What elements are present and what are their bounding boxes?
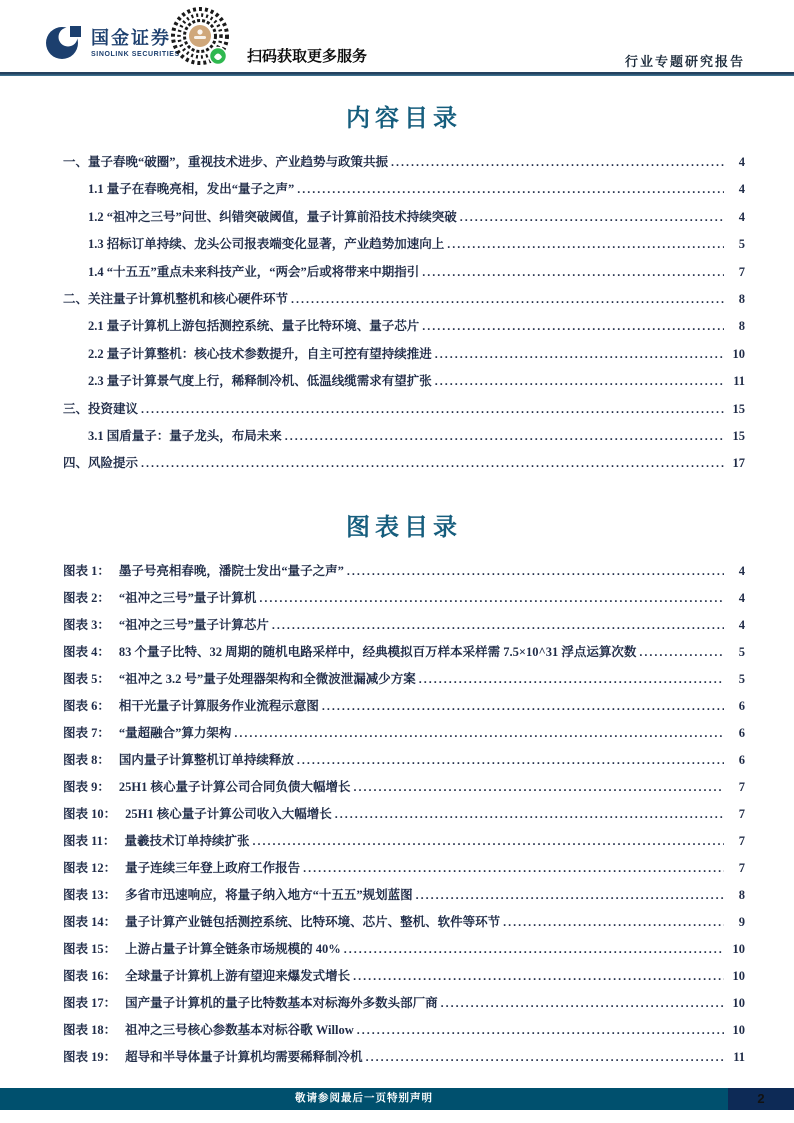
qr-code [169,5,235,71]
toc-entry-text: 1.1 量子在春晚亮相，发出“量子之声” [88,182,295,197]
dot-leader [141,456,724,471]
figure-entry-page: 11 [733,1049,745,1064]
dot-leader [503,915,724,930]
figure-entry-page: 10 [732,968,745,983]
toc-entry-text: 四、风险提示 [63,456,139,471]
toc-entry-page: 4 [738,209,745,224]
figures-list [63,561,745,1074]
figure-entry-page: 8 [738,887,745,902]
dot-leader [335,807,724,822]
figure-entry [63,831,745,858]
toc-entry-page: 4 [738,182,745,197]
report-type-label: 行业专题研究报告 [624,54,745,69]
dot-leader [441,996,724,1011]
figure-entry-page: 5 [738,671,745,686]
figure-entry-text: 多省市迅速响应，将量子纳入地方“十五五”规划蓝图 [125,887,413,902]
figure-entry-page: 7 [738,833,745,848]
toc-entry-text: 三、投资建议 [63,401,139,416]
dot-leader [354,780,725,795]
figure-entry-label: 图表 12： [63,860,117,875]
toc-entry [63,426,745,453]
figure-entry-text: 墨子号亮相春晚，潘院士发出“量子之声” [118,563,344,578]
dot-leader [259,591,724,606]
figure-entry [63,615,745,642]
dot-leader [303,861,724,876]
figure-entry [63,804,745,831]
figure-entry-label: 图表 14： [63,914,117,929]
dot-leader [460,210,724,225]
dot-leader [297,753,724,768]
figure-entry-text: 上游占量子计算全链条市场规模的 40% [125,941,341,956]
toc-entry-page: 5 [738,237,745,252]
figure-entry-label: 图表 2： [63,590,110,605]
figure-entry-label: 图表 8： [63,752,110,767]
figure-entry-label: 图表 1： [63,563,110,578]
dot-leader [435,347,724,362]
figure-entry-page: 7 [738,860,745,875]
figure-entry-label: 图表 16： [63,968,117,983]
figure-entry-text: “祖冲之 3.2 号”量子处理器架构和全微波泄漏减少方案 [118,671,416,686]
toc-entry-text: 一、量子春晚“破圈”，重视技术进步、产业趋势与政策共振 [63,155,389,169]
figure-entry-page: 6 [738,725,745,740]
figure-entry-page: 10 [732,995,745,1010]
figure-entry-page: 5 [738,644,745,659]
figure-entry-label: 图表 7： [63,725,110,740]
figure-entry-label: 图表 13： [63,887,117,902]
figure-entry-label: 图表 10： [63,806,117,821]
toc-entry [63,316,745,343]
figure-entry-text: 量子连续三年登上政府工作报告 [125,860,301,875]
toc-entry [63,289,745,316]
figure-entry-page: 6 [738,752,745,767]
toc-entry-page: 8 [738,319,745,334]
page-number: 2 [728,1088,794,1110]
wechat-icon [210,48,227,65]
dot-leader [322,699,724,714]
dot-leader [639,645,724,660]
figure-entry-label: 图表 17： [63,995,117,1010]
figure-entry-page: 4 [738,590,745,605]
dot-leader [297,182,724,197]
figure-entry [63,588,745,615]
figure-entry-label: 图表 4： [63,644,110,659]
toc-entry-page: 7 [738,264,745,279]
dot-leader [344,942,724,957]
toc-entry-text: 1.3 招标订单持续、龙头公司报表端变化显著，产业趋势加速向上 [88,237,445,252]
toc-title: 内容目录 [346,106,462,132]
figure-entry-text: 全球量子计算机上游有望迎来爆发式增长 [125,968,351,983]
brand-name-cn: 国金证券 [91,28,171,48]
figure-entry [63,966,745,993]
dot-leader [416,888,724,903]
toc-entry [63,179,745,206]
figure-entry [63,885,745,912]
figure-entry-page: 10 [732,1022,745,1037]
figure-entry-text: 祖冲之三号核心参数基本对标谷歌 Willow [125,1022,354,1037]
dot-leader [353,969,724,984]
footer-disclaimer: 敬请参阅最后一页特别声明 [295,1093,433,1104]
dot-leader [422,265,724,280]
toc-entry [63,344,745,371]
toc-entry-text: 二、关注量子计算机整机和核心硬件环节 [63,291,289,306]
figure-entry [63,858,745,885]
toc-entry-text: 3.1 国盾量子：量子龙头，布局未来 [88,428,282,443]
figure-entry-text: “量超融合”算力架构 [118,725,232,740]
toc-list [63,152,745,481]
figure-entry-text: 25H1 核心量子计算公司合同负债大幅增长 [118,779,351,794]
brand-text [91,24,180,58]
dot-leader [272,618,724,633]
figure-entry-label: 图表 9： [63,779,110,794]
figure-entry-page: 4 [738,617,745,632]
sinolink-logo-icon [44,21,84,61]
toc-entry-text: 1.2 “祖冲之三号”问世、纠错突破阈值，量子计算前沿技术持续突破 [88,209,457,224]
figure-entry [63,642,745,669]
toc-entry-text: 1.4 “十五五”重点未来科技产业，“两会”后或将带来中期指引 [88,264,420,279]
toc-entry [63,262,745,289]
toc-entry-page: 8 [738,291,745,306]
dot-leader [285,429,724,444]
figure-entry-page: 7 [738,806,745,821]
figure-entry-label: 图表 15： [63,941,117,956]
figure-entry-page: 9 [738,914,745,929]
toc-entry [63,399,745,426]
toc-entry-page: 15 [732,428,745,443]
figures-title: 图表目录 [346,514,462,541]
brand-block [44,21,180,61]
brand-name-en: SINOLINK SECURITIES [91,51,180,58]
dot-leader [252,834,724,849]
dot-leader [291,292,724,307]
dot-leader [391,155,724,170]
toc-entry-text: 2.3 量子计算景气度上行，稀释制冷机、低温线缆需求有望扩张 [88,374,432,389]
figure-entry-text: 量子计算产业链包括测控系统、比特环境、芯片、整机、软件等环节 [125,914,501,929]
figure-entry [63,912,745,939]
dot-leader [422,319,724,334]
dot-leader [366,1050,724,1065]
dot-leader [357,1023,724,1038]
figure-entry-label: 图表 6： [63,698,110,713]
figure-entry-page: 10 [732,941,745,956]
figure-entry-text: 超导和半导体量子计算机均需要稀释制冷机 [125,1049,363,1064]
toc-entry [63,371,745,398]
figure-entry-page: 4 [738,563,745,578]
figure-entry [63,669,745,696]
dot-leader [347,564,724,579]
toc-entry-page: 10 [732,346,745,361]
dot-leader [234,726,724,741]
figure-entry-label: 图表 11： [63,833,116,848]
dot-leader [141,402,724,417]
figure-entry-label: 图表 3： [63,617,110,632]
dot-leader [419,672,724,687]
figure-entry [63,561,745,588]
dot-leader [435,374,724,389]
figure-entry-text: 国内量子计算整机订单持续释放 [118,752,294,767]
figure-entry-text: 83 个量子比特、32 周期的随机电路采样中，经典模拟百万样本采样需 7.5×10^31 浮点运算次数 [118,644,637,659]
figure-entry [63,696,745,723]
toc-entry-page: 11 [733,374,745,389]
figure-entry-label: 图表 5： [63,671,110,686]
toc-entry-text: 2.2 量子计算整机：核心技术参数提升，自主可控有望持续推进 [88,346,432,361]
figure-entry-label: 图表 18： [63,1022,117,1037]
figure-entry [63,993,745,1020]
figure-entry [63,777,745,804]
figure-entry-text: “祖冲之三号”量子计算机 [118,590,257,605]
figure-entry [63,1047,745,1074]
toc-entry [63,207,745,234]
figure-entry-page: 7 [738,779,745,794]
toc-entry [63,152,745,179]
figure-entry [63,723,745,750]
toc-entry [63,453,745,480]
qr-caption: 扫码获取更多服务 [247,48,368,65]
dot-leader [447,237,724,252]
figure-entry-text: “祖冲之三号”量子计算芯片 [118,617,269,632]
figure-entry [63,750,745,777]
figure-entry-page: 6 [738,698,745,713]
toc-entry-text: 2.1 量子计算机上游包括测控系统、量子比特环境、量子芯片 [88,319,420,334]
figure-entry-text: 25H1 核心量子计算公司收入大幅增长 [125,806,332,821]
content-area [63,94,745,1074]
toc-entry-page: 4 [738,155,745,169]
footer-bar [0,1088,794,1110]
toc-entry-page: 15 [732,401,745,416]
figure-entry-text: 国产量子计算机的量子比特数基本对标海外多数头部厂商 [125,995,438,1010]
figure-entry-text: 相干光量子计算服务作业流程示意图 [118,698,319,713]
toc-entry [63,234,745,261]
figure-entry [63,939,745,966]
figure-entry-text: 量羲技术订单持续扩张 [124,833,250,848]
toc-entry-page: 17 [732,456,745,471]
header-divider [0,72,794,76]
figure-entry-label: 图表 19： [63,1049,117,1064]
figure-entry [63,1020,745,1047]
